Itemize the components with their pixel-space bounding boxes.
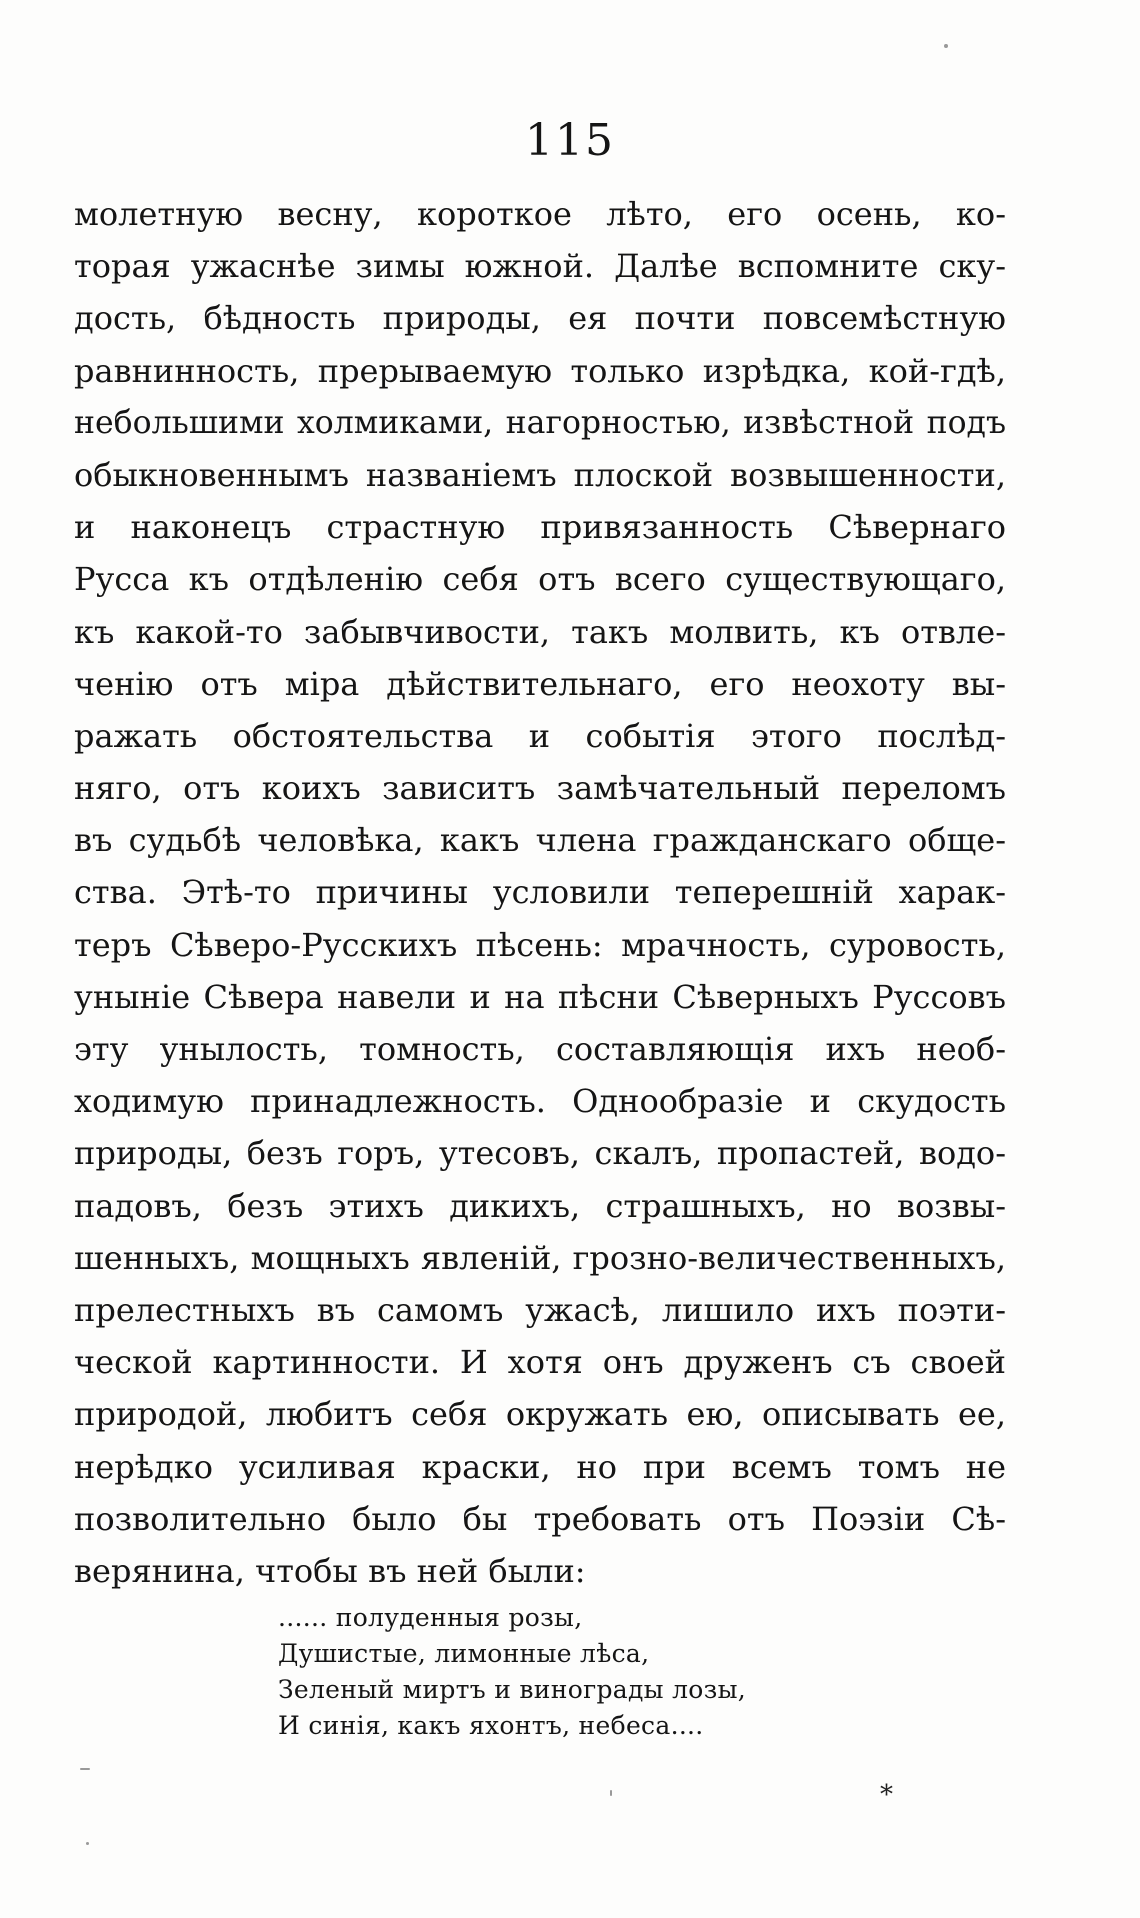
verse-quote [278,1600,746,1744]
verse-line: Зеленый миртъ и винограды лозы, [278,1675,747,1704]
text-line: въ судьбѣ человѣка, какъ члена гражданскаго обще- [74,821,1006,860]
text-line: Русса къ отдѣленію себя отъ всего существующаго, [74,560,1006,599]
verse-line: И синія, какъ яхонтъ, небеса.... [278,1711,704,1740]
page-number: 115 [525,115,615,166]
paper-speck [80,1768,90,1770]
paper-speck [86,1842,89,1845]
text-line: дость, бѣдность природы, ея почти повсемѣстную [74,299,1006,338]
paper-speck [944,44,948,48]
paper-speck [610,1790,612,1796]
text-line: ченію отъ міра дѣйствительнаго, его неохоту вы- [74,664,1006,703]
text-line: нерѣдко усиливая краски, но при всемъ томъ не [74,1447,1006,1486]
text-line: падовъ, безъ этихъ дикихъ, страшныхъ, но возвы- [74,1186,1006,1225]
body-text [74,188,1006,1597]
text-line: торая ужаснѣе зимы южной. Далѣе вспомните ску- [74,247,1006,286]
text-line: молетную весну, короткое лѣто, его осень, ко- [74,195,1006,233]
footnote-mark: * [880,1780,893,1810]
text-line: теръ Сѣверо-Русскихъ пѣсень: мрачность, суровость, [74,925,1006,964]
text-line: и наконецъ страстную привязанность Сѣвернаго [74,508,1006,547]
text-line: прелестныхъ въ самомъ ужасѣ, лишило ихъ поэти- [74,1290,1006,1329]
text-line: небольшими холмиками, нагорностью, извѣстной подъ [74,404,1006,441]
text-line: ческой картинности. И хотя онъ друженъ съ своей [74,1343,1006,1382]
text-line: эту унылость, томность, составляющія ихъ необ- [74,1030,1006,1068]
text-line: къ какой-то забывчивости, такъ молвить, къ отвле- [74,612,1006,651]
verse-line: ...... полуденныя розы, [278,1603,583,1632]
text-line: равнинность, прерываемую только изрѣдка, кой-гдѣ, [74,351,1006,390]
text-line: ходимую принадлежность. Однообразіе и скудость [74,1082,1006,1121]
text-line: обыкновеннымъ названіемъ плоской возвышенности, [74,455,1006,494]
text-line: позволительно было бы требовать отъ Поэзіи Сѣ- [74,1499,1006,1538]
text-line: ражать обстоятельства и событія этого послѣд- [74,716,1006,755]
text-line: шенныхъ, мощныхъ явленій, грозно-величественныхъ, [74,1238,1006,1277]
text-line: верянина, чтобы въ ней были: [74,1551,586,1590]
text-line: природы, безъ горъ, утесовъ, скалъ, пропастей, водо- [74,1134,1006,1173]
text-line: няго, отъ коихъ зависитъ замѣчательный переломъ [74,769,1006,808]
text-line: природой, любитъ себя окружать ею, описывать ее, [74,1395,1006,1434]
verse-line: Душистые, лимонные лѣса, [278,1639,650,1668]
text-line: ства. Этѣ-то причины условили теперешній харак- [74,873,1006,912]
text-line: уныніе Сѣвера навели и на пѣсни Сѣверныхъ Руссовъ [74,977,1006,1016]
